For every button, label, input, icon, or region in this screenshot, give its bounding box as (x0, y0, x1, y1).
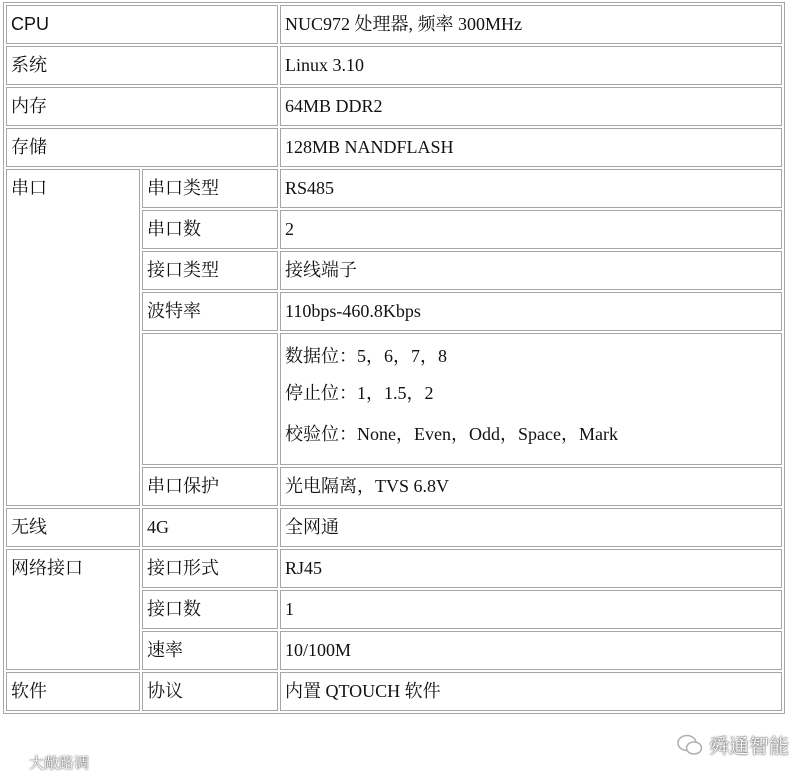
software-value: 内置 QTOUCH 软件 (280, 672, 782, 711)
network-count-label: 接口数 (142, 590, 278, 629)
serial-params-label (142, 333, 278, 465)
wechat-icon (677, 734, 703, 756)
wireless-sub-label: 4G (142, 508, 278, 547)
watermark-left-text: 大敞路调 (29, 755, 90, 772)
network-form-value: RJ45 (280, 549, 782, 588)
watermark-logo-icon (8, 754, 26, 772)
cpu-label: CPU (6, 5, 278, 44)
watermark-right (677, 730, 789, 759)
network-count-value: 1 (280, 590, 782, 629)
os-label: 系统 (6, 46, 278, 85)
network-form-label: 接口形式 (142, 549, 278, 588)
table-row (6, 549, 782, 588)
table-row (6, 508, 782, 547)
serial-connector-label: 接口类型 (142, 251, 278, 290)
serial-protection-label: 串口保护 (142, 467, 278, 506)
parity-line: 校验位：None，Even，Odd，Space，Mark (285, 424, 618, 444)
serial-label: 串口 (6, 169, 140, 506)
memory-value: 64MB DDR2 (280, 87, 782, 126)
serial-connector-value: 接线端子 (280, 251, 782, 290)
software-sub-label: 协议 (142, 672, 278, 711)
serial-type-label: 串口类型 (142, 169, 278, 208)
memory-label: 内存 (6, 87, 278, 126)
storage-label: 存储 (6, 128, 278, 167)
spec-table (3, 2, 785, 714)
serial-count-label: 串口数 (142, 210, 278, 249)
table-row (6, 128, 782, 167)
serial-type-value: RS485 (280, 169, 782, 208)
table-row (6, 87, 782, 126)
table-row (6, 672, 782, 711)
serial-params-value (280, 333, 782, 465)
wireless-value: 全网通 (280, 508, 782, 547)
network-speed-label: 速率 (142, 631, 278, 670)
os-value: Linux 3.10 (280, 46, 782, 85)
baud-rate-value: 110bps-460.8Kbps (280, 292, 782, 331)
network-label: 网络接口 (6, 549, 140, 670)
wireless-label: 无线 (6, 508, 140, 547)
serial-count-value: 2 (280, 210, 782, 249)
network-speed-value: 10/100M (280, 631, 782, 670)
table-row (6, 169, 782, 208)
table-row (6, 46, 782, 85)
data-bits-line: 数据位：5，6，7，8 (285, 346, 447, 366)
watermark-left (8, 752, 89, 773)
watermark-right-text: 舜通智能 (709, 736, 789, 758)
storage-value: 128MB NANDFLASH (280, 128, 782, 167)
table-row (6, 5, 782, 44)
serial-protection-value: 光电隔离，TVS 6.8V (280, 467, 782, 506)
cpu-value: NUC972 处理器, 频率 300MHz (280, 5, 782, 44)
baud-rate-label: 波特率 (142, 292, 278, 331)
stop-bits-line: 停止位：1，1.5，2 (285, 383, 434, 403)
software-label: 软件 (6, 672, 140, 711)
